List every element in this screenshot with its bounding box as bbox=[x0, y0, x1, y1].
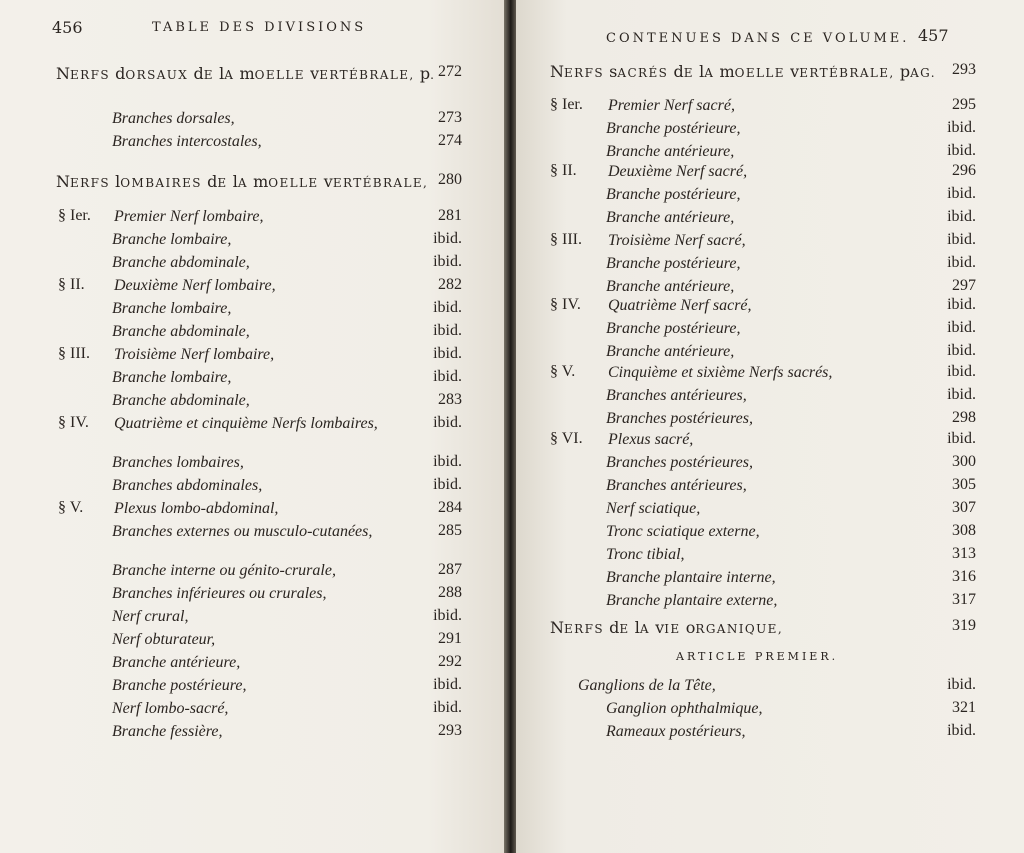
left-page bbox=[0, 0, 504, 853]
toc-entry: Branche antérieure, bbox=[606, 143, 735, 160]
toc-entry: Branches antérieures, bbox=[606, 387, 747, 404]
toc-page-number: ibid. bbox=[433, 368, 462, 385]
toc-entry: Branche postérieure, bbox=[606, 320, 741, 337]
toc-entry: Branche antérieure, bbox=[606, 343, 735, 360]
toc-page-number: 291 bbox=[438, 630, 462, 647]
toc-entry: Ganglion ophthalmique, bbox=[606, 700, 763, 717]
section-mark: § V. bbox=[58, 499, 84, 516]
section-mark: § II. bbox=[550, 162, 577, 179]
toc-entry: Branche postérieure, bbox=[606, 120, 741, 137]
section-mark: § IV. bbox=[58, 414, 89, 431]
toc-section-title: Quatrième Nerf sacré, bbox=[608, 297, 752, 314]
toc-page-number: ibid. bbox=[947, 208, 976, 225]
page-number: 457 bbox=[918, 26, 949, 45]
toc-section-title: Troisième Nerf lombaire, bbox=[114, 346, 275, 363]
toc-entry: Branche postérieure, bbox=[606, 255, 741, 272]
toc-entry: Branche plantaire interne, bbox=[606, 569, 776, 586]
toc-page-number: 321 bbox=[952, 699, 976, 716]
toc-entry: Branches intercostales, bbox=[112, 133, 262, 150]
section-mark: § Ier. bbox=[58, 207, 91, 224]
section-mark: § III. bbox=[550, 231, 582, 248]
toc-page-number: ibid. bbox=[433, 676, 462, 693]
toc-entry: Tronc tibial, bbox=[606, 546, 685, 563]
toc-section-title: Deuxième Nerf sacré, bbox=[608, 163, 748, 180]
toc-entry: Branche lombaire, bbox=[112, 369, 232, 386]
toc-heading: NERFS sACRÉS dE lA mOELLE vERTÉBRALE, pAG. bbox=[550, 62, 936, 81]
toc-page-number: ibid. bbox=[947, 430, 976, 447]
toc-page-number: 295 bbox=[952, 96, 976, 113]
page-number: 456 bbox=[52, 18, 83, 37]
toc-page-number: ibid. bbox=[947, 142, 976, 159]
toc-page-number: ibid. bbox=[947, 254, 976, 271]
toc-section-title: Cinquième et sixième Nerfs sacrés, bbox=[608, 364, 833, 381]
toc-page-number: ibid. bbox=[433, 699, 462, 716]
toc-entry: Branche interne ou génito-crurale, bbox=[112, 562, 336, 579]
toc-page-number: 297 bbox=[952, 277, 976, 294]
toc-page-number: ibid. bbox=[947, 231, 976, 248]
toc-entry: Branches lombaires, bbox=[112, 454, 244, 471]
section-mark: § V. bbox=[550, 363, 576, 380]
toc-page-number: 282 bbox=[438, 276, 462, 293]
toc-page-number: 313 bbox=[952, 545, 976, 562]
toc-page-number: 281 bbox=[438, 207, 462, 224]
section-mark: § Ier. bbox=[550, 96, 583, 113]
toc-section-title: Plexus sacré, bbox=[608, 431, 694, 448]
section-mark: § IV. bbox=[550, 296, 581, 313]
toc-entry: Branche lombaire, bbox=[112, 300, 232, 317]
toc-page-number: 316 bbox=[952, 568, 976, 585]
toc-entry: Branche postérieure, bbox=[112, 677, 247, 694]
toc-page-number: ibid. bbox=[947, 722, 976, 739]
toc-entry: Tronc sciatique externe, bbox=[606, 523, 760, 540]
toc-heading: NERFS lOMBAIRES dE lA mOELLE vERTÉBRALE, bbox=[56, 172, 429, 191]
toc-page-number: 287 bbox=[438, 561, 462, 578]
toc-page-number: ibid. bbox=[433, 230, 462, 247]
toc-page-number: ibid. bbox=[433, 476, 462, 493]
toc-page-number: ibid. bbox=[947, 296, 976, 313]
toc-heading: NERFS dORSAUX dE lA mOELLE vERTÉBRALE, p. bbox=[56, 64, 436, 83]
toc-entry: Branche abdominale, bbox=[112, 323, 250, 340]
toc-entry: Branche postérieure, bbox=[606, 186, 741, 203]
toc-page-number: ibid. bbox=[433, 607, 462, 624]
toc-entry: Nerf sciatique, bbox=[606, 500, 701, 517]
toc-entry: Branche fessière, bbox=[112, 723, 223, 740]
toc-page-number: ibid. bbox=[433, 414, 462, 431]
section-mark: § III. bbox=[58, 345, 90, 362]
toc-section-title: Quatrième et cinquième Nerfs lombaires, bbox=[114, 415, 378, 432]
toc-page-number: 292 bbox=[438, 653, 462, 670]
toc-entry: Branche antérieure, bbox=[606, 278, 735, 295]
toc-page-number: 293 bbox=[438, 722, 462, 739]
toc-entry: Branche antérieure, bbox=[112, 654, 241, 671]
toc-page-number: ibid. bbox=[947, 319, 976, 336]
running-head: CONTENUES DANS CE VOLUME. bbox=[606, 31, 910, 46]
section-mark: § VI. bbox=[550, 430, 583, 447]
toc-section-title: Plexus lombo-abdominal, bbox=[114, 500, 279, 517]
toc-page-number: 296 bbox=[952, 162, 976, 179]
toc-page-number: 288 bbox=[438, 584, 462, 601]
toc-entry: Branche plantaire externe, bbox=[606, 592, 778, 609]
toc-entry: Branches externes ou musculo-cutanées, bbox=[112, 523, 373, 540]
toc-page-number: ibid. bbox=[947, 185, 976, 202]
toc-page-number: 284 bbox=[438, 499, 462, 516]
toc-page-number: ibid. bbox=[433, 453, 462, 470]
toc-entry: Branches postérieures, bbox=[606, 410, 753, 427]
toc-page-number: ibid. bbox=[947, 119, 976, 136]
toc-page-number: 272 bbox=[438, 63, 462, 80]
right-page bbox=[516, 0, 1024, 853]
running-head: TABLE DES DIVISIONS bbox=[152, 20, 367, 35]
toc-section-title: Premier Nerf lombaire, bbox=[114, 208, 264, 225]
toc-page-number: ibid. bbox=[433, 345, 462, 362]
toc-page-number: ibid. bbox=[433, 322, 462, 339]
section-mark: § II. bbox=[58, 276, 85, 293]
toc-entry: Branches postérieures, bbox=[606, 454, 753, 471]
toc-entry: Nerf lombo-sacré, bbox=[112, 700, 229, 717]
toc-page-number: ibid. bbox=[947, 342, 976, 359]
toc-page-number: ibid. bbox=[433, 299, 462, 316]
toc-page-number: 285 bbox=[438, 522, 462, 539]
toc-entry: Nerf crural, bbox=[112, 608, 189, 625]
toc-page-number: 283 bbox=[438, 391, 462, 408]
toc-page-number: 300 bbox=[952, 453, 976, 470]
toc-page-number: 274 bbox=[438, 132, 462, 149]
toc-page-number: 273 bbox=[438, 109, 462, 126]
toc-page-number: ibid. bbox=[947, 386, 976, 403]
toc-page-number: 305 bbox=[952, 476, 976, 493]
toc-page-number: ibid. bbox=[947, 363, 976, 380]
toc-entry: Nerf obturateur, bbox=[112, 631, 216, 648]
toc-page-number: ibid. bbox=[433, 253, 462, 270]
toc-page-number: 319 bbox=[952, 617, 976, 634]
toc-entry: Branches abdominales, bbox=[112, 477, 263, 494]
toc-section-title: Troisième Nerf sacré, bbox=[608, 232, 746, 249]
article-heading: ARTICLE PREMIER. bbox=[676, 650, 839, 663]
toc-entry: Branche abdominale, bbox=[112, 392, 250, 409]
toc-entry: Rameaux postérieurs, bbox=[606, 723, 746, 740]
toc-entry: Branches antérieures, bbox=[606, 477, 747, 494]
toc-heading: NERFS dE lA vIE oRGANIQUE, bbox=[550, 618, 784, 637]
toc-page-number: 280 bbox=[438, 171, 462, 188]
toc-section-title: Deuxième Nerf lombaire, bbox=[114, 277, 276, 294]
toc-page-number: 317 bbox=[952, 591, 976, 608]
toc-section-title: Premier Nerf sacré, bbox=[608, 97, 735, 114]
toc-page-number: 293 bbox=[952, 61, 976, 78]
toc-subheading: Ganglions de la Tête, bbox=[578, 677, 716, 694]
toc-page-number: ibid. bbox=[947, 676, 976, 693]
toc-page-number: 298 bbox=[952, 409, 976, 426]
toc-entry: Branche antérieure, bbox=[606, 209, 735, 226]
book-gutter bbox=[504, 0, 516, 853]
toc-page-number: 308 bbox=[952, 522, 976, 539]
toc-entry: Branches inférieures ou crurales, bbox=[112, 585, 327, 602]
toc-page-number: 307 bbox=[952, 499, 976, 516]
toc-entry: Branche lombaire, bbox=[112, 231, 232, 248]
toc-entry: Branches dorsales, bbox=[112, 110, 235, 127]
toc-entry: Branche abdominale, bbox=[112, 254, 250, 271]
